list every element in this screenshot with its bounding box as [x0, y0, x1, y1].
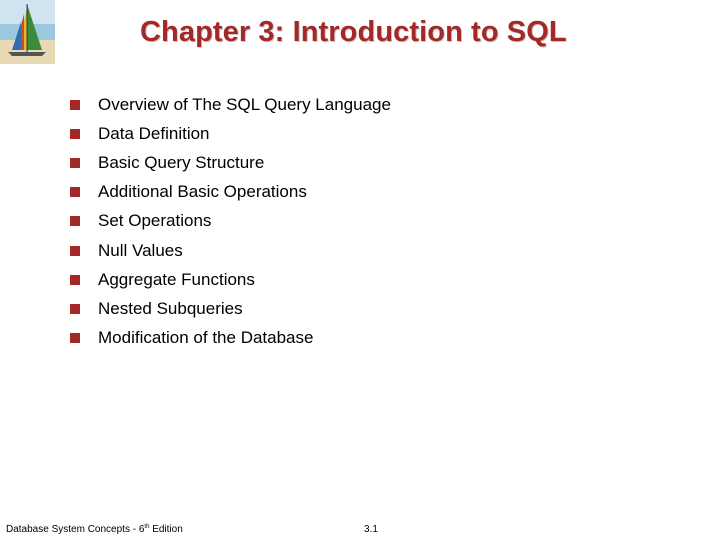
- list-item: [70, 90, 391, 119]
- bullet-text: Set Operations: [98, 211, 212, 231]
- bullet-text: Null Values: [98, 240, 183, 260]
- bullet-text: Overview of The SQL Query Language: [98, 94, 391, 114]
- list-item: [70, 148, 391, 177]
- list-item: [70, 265, 391, 294]
- list-item: [70, 207, 391, 236]
- bullet-text: Modification of the Database: [98, 328, 314, 348]
- footer-book-suffix: Edition: [149, 524, 183, 535]
- bullet-square-icon: [70, 246, 80, 256]
- bullet-text: Aggregate Functions: [98, 269, 255, 289]
- bullet-square-icon: [70, 216, 80, 226]
- list-item: [70, 236, 391, 265]
- footer-book-title: [6, 524, 183, 535]
- bullet-square-icon: [70, 304, 80, 314]
- sailboat-logo-icon: [0, 0, 55, 64]
- slide-title: Chapter 3: Introduction to SQL: [140, 16, 567, 48]
- bullet-square-icon: [70, 333, 80, 343]
- topic-list: [70, 90, 391, 353]
- bullet-square-icon: [70, 129, 80, 139]
- footer-edition-superscript: th: [144, 524, 150, 530]
- bullet-text: Data Definition: [98, 123, 210, 143]
- list-item: [70, 324, 391, 353]
- list-item: [70, 294, 391, 323]
- footer-page-number: 3.1: [364, 524, 378, 535]
- bullet-text: Additional Basic Operations: [98, 182, 307, 202]
- bullet-square-icon: [70, 187, 80, 197]
- bullet-square-icon: [70, 275, 80, 285]
- list-item: [70, 178, 391, 207]
- footer-book-prefix: Database System Concepts - 6: [6, 524, 145, 535]
- list-item: [70, 119, 391, 148]
- bullet-text: Basic Query Structure: [98, 152, 265, 172]
- bullet-text: Nested Subqueries: [98, 298, 243, 318]
- bullet-square-icon: [70, 158, 80, 168]
- bullet-square-icon: [70, 100, 80, 110]
